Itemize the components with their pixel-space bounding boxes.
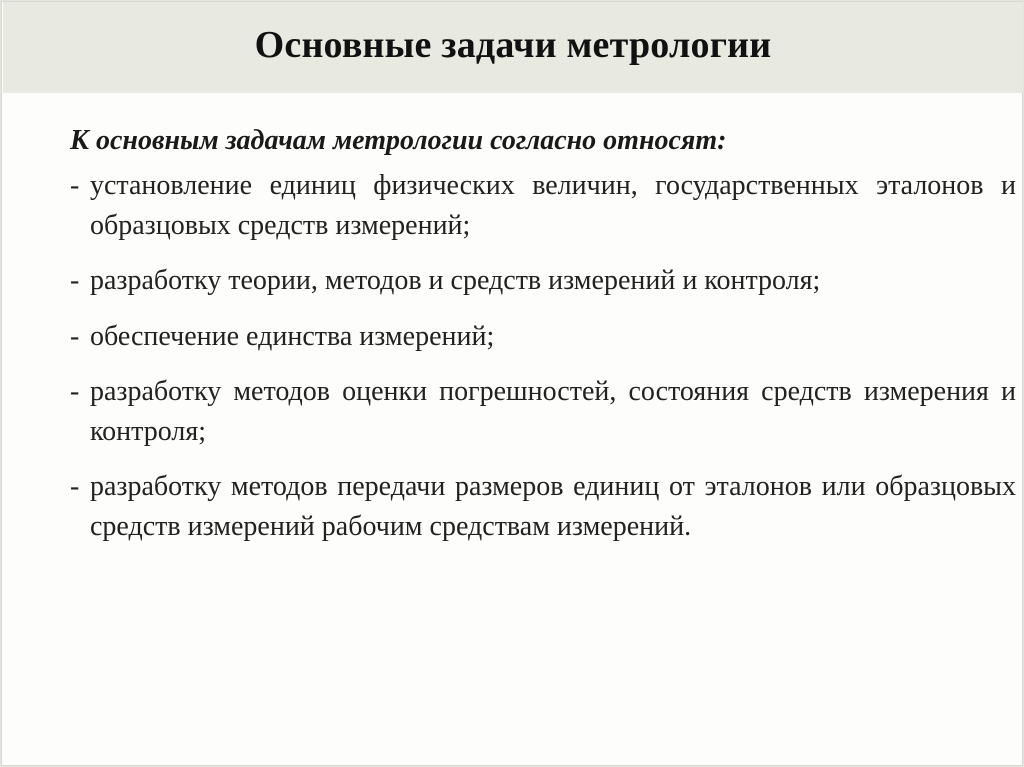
list-item-text: разработку теории, методов и средств измерений и контроля;: [90, 265, 821, 296]
list-item-text: установление единиц физических величин, государственных эталонов и образцовых средств измерений;: [90, 170, 1016, 241]
list-item: [70, 261, 1016, 301]
intro-text: К основным задачам метрологии согласно относят:: [70, 125, 727, 156]
list-item: [70, 166, 1016, 245]
bullet-dash: -: [70, 320, 80, 352]
slide-content: [70, 113, 1016, 562]
list-item-text: обеспечение единства измерений;: [90, 320, 495, 352]
slide-title: Основные задачи метрологии: [254, 23, 772, 66]
bullet-dash: -: [70, 265, 80, 296]
list-item: [70, 372, 1016, 451]
bullet-dash: -: [70, 170, 80, 201]
task-list: [70, 166, 1016, 546]
list-item-text: разработку методов передачи размеров единиц от эталонов или образцовых средств измерений рабочим средствам измерений.: [90, 471, 1016, 542]
list-item: [70, 317, 1016, 357]
title-bar: [3, 2, 1023, 93]
list-item: [70, 467, 1016, 546]
bullet-dash: -: [70, 471, 80, 502]
list-item-text: разработку методов оценки погрешностей, состояния средств измерения и контроля;: [90, 376, 1016, 447]
bullet-dash: -: [70, 376, 80, 407]
